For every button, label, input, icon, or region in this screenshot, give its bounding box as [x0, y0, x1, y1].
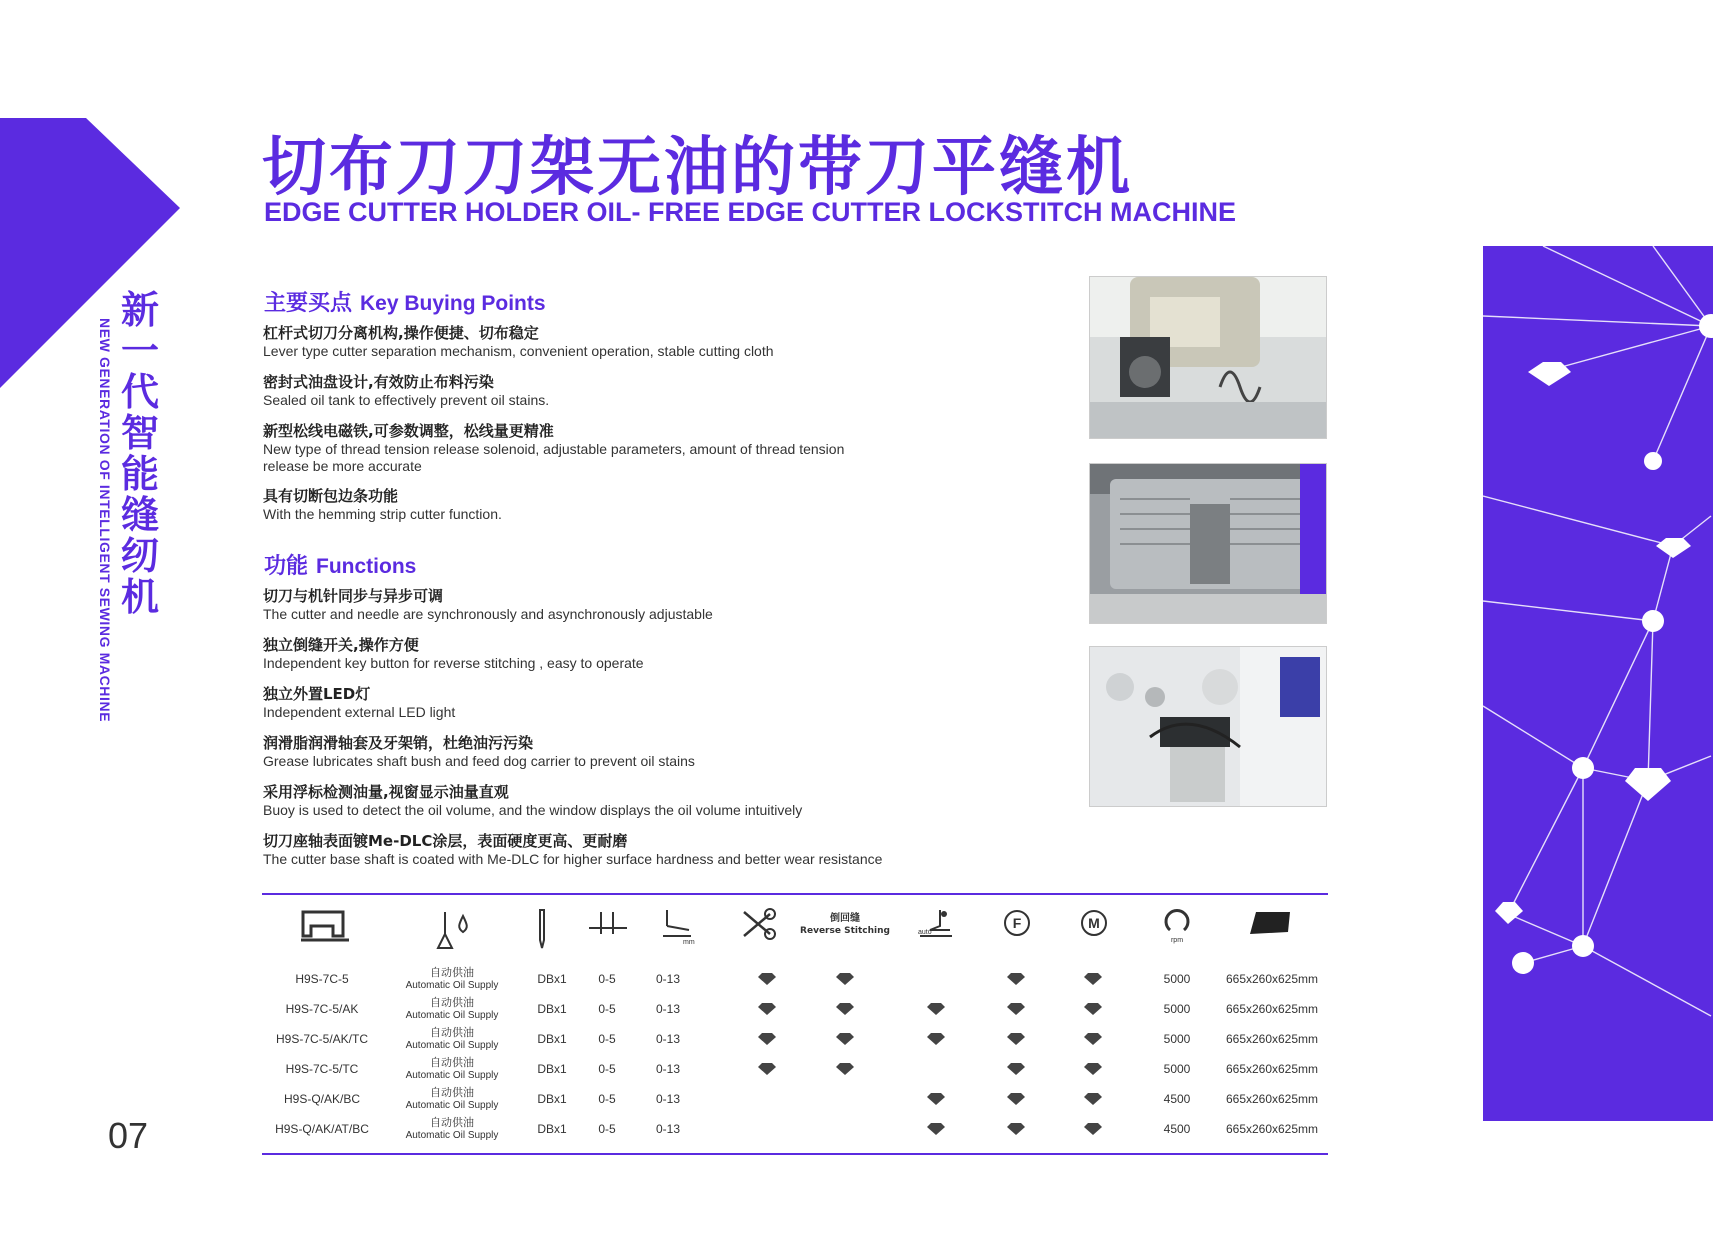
f-gem-icon	[1007, 1093, 1025, 1105]
f-gem-icon	[1007, 1003, 1025, 1015]
needle-cell: DBx1	[537, 1092, 567, 1106]
reverse-gem-icon	[836, 1063, 854, 1075]
model-cell: H9S-7C-5/TC	[285, 1062, 359, 1076]
auto-lift-gem-icon	[927, 1123, 945, 1135]
function-item: 切刀与机针同步与异步可调 The cutter and needle are synchronously and asynchronously adjustable	[263, 587, 713, 622]
size-cell: 665x260x625mm	[1225, 972, 1319, 986]
size-cell: 665x260x625mm	[1225, 1062, 1319, 1076]
svg-text:M: M	[1088, 915, 1100, 931]
f-gem-icon	[1007, 973, 1025, 985]
oil-supply-en: Automatic Oil Supply	[405, 1010, 499, 1021]
product-photo-head	[1089, 646, 1327, 807]
speed-cell: 4500	[1163, 1122, 1191, 1136]
oil-supply-en: Automatic Oil Supply	[405, 1130, 499, 1141]
model-cell: H9S-7C-5	[295, 972, 349, 986]
oil-supply-cn: 自动供油	[430, 1056, 474, 1069]
oil-supply-en: Automatic Oil Supply	[405, 1070, 499, 1081]
table-row	[262, 964, 1328, 994]
buying-point-item: 具有切断包边条功能 With the hemming strip cutter function.	[263, 487, 502, 522]
oil-supply-cn: 自动供油	[430, 996, 474, 1009]
page-title-en: EDGE CUTTER HOLDER OIL- FREE EDGE CUTTER LOCKSTITCH MACHINE	[264, 197, 1236, 227]
model-cell: H9S-7C-5/AK	[285, 1002, 359, 1016]
page-number: 07	[108, 1115, 149, 1156]
product-photo-oil-tank	[1089, 463, 1327, 624]
needle-cell: DBx1	[537, 972, 567, 986]
reverse-gem-icon	[836, 1003, 854, 1015]
auto-lift-gem-icon	[927, 1033, 945, 1045]
side-title-en: NEW GENERATION OF INTELLIGENT SEWING MACHINE	[97, 318, 113, 723]
auto-lift-gem-icon	[927, 1003, 945, 1015]
function-item: 切刀座轴表面镀Me-DLC涂层，表面硬度更高、更耐磨 The cutter base shaft is coated with Me-DLC for higher surface hardness and better wear resistance	[263, 832, 883, 867]
oil-supply-cn: 自动供油	[430, 1086, 474, 1099]
page-title-cn: 切布刀刀架无油的带刀平缝机	[262, 131, 1133, 205]
supply-cell	[382, 996, 522, 1022]
m-gem-icon	[1084, 1063, 1102, 1075]
model-cell: H9S-Q/AK/BC	[283, 1092, 361, 1106]
speed-cell: 5000	[1163, 1002, 1191, 1016]
stitch-cell: 0-5	[598, 1122, 616, 1136]
supply-cell	[382, 1026, 522, 1052]
m-gem-icon	[1084, 1033, 1102, 1045]
lift-cell: 0-13	[655, 1002, 681, 1016]
speed-cell: 5000	[1163, 1062, 1191, 1076]
f-gem-icon	[1007, 1033, 1025, 1045]
size-cell: 665x260x625mm	[1225, 1092, 1319, 1106]
f-gem-icon	[1007, 1123, 1025, 1135]
supply-cell	[382, 1086, 522, 1112]
oil-supply-en: Automatic Oil Supply	[405, 1100, 499, 1111]
presser-lift-icon	[660, 908, 696, 944]
m-gem-icon	[1084, 973, 1102, 985]
svg-text:rpm: rpm	[1170, 937, 1184, 944]
buying-points-heading: 主要买点 Key Buying Points	[264, 291, 546, 316]
size-cell: 665x260x625mm	[1225, 1002, 1319, 1016]
lift-cell: 0-13	[655, 1122, 681, 1136]
table-top-rule	[262, 893, 1328, 895]
auto-lift-gem-icon	[927, 1093, 945, 1105]
function-item: 独立外置LED灯 Independent external LED light	[263, 685, 456, 720]
oil-drop-icon	[430, 908, 480, 952]
function-item: 润滑脂润滑轴套及牙架销，杜绝油污污染 Grease lubricates shaft bush and feed dog carrier to prevent oil stains	[263, 734, 695, 769]
side-title-cn: 新 一 代 智 能 缝 纫 机	[120, 288, 159, 619]
auto-lifter-icon	[916, 908, 956, 944]
buying-point-item: 密封式油盘设计,有效防止布料污染 Sealed oil tank to effectively prevent oil stains.	[263, 373, 550, 408]
supply-cell	[382, 1116, 522, 1142]
oil-supply-cn: 自动供油	[430, 1116, 474, 1129]
stitch-cell: 0-5	[598, 1092, 616, 1106]
stitch-cell: 0-5	[598, 1062, 616, 1076]
needle-cell: DBx1	[537, 1062, 567, 1076]
supply-cell	[382, 966, 522, 992]
m-gem-icon	[1084, 1123, 1102, 1135]
functions-heading: 功能 Functions	[264, 554, 417, 579]
svg-text:mm: mm	[683, 939, 695, 944]
speed-cell: 5000	[1163, 1032, 1191, 1046]
scissors-icon	[738, 908, 778, 940]
table-row	[262, 1054, 1328, 1084]
size-cell: 665x260x625mm	[1225, 1032, 1319, 1046]
oil-supply-cn: 自动供油	[430, 1026, 474, 1039]
oil-supply-en: Automatic Oil Supply	[405, 980, 499, 991]
m-circle-icon	[1077, 908, 1111, 938]
needle-cell: DBx1	[537, 1122, 567, 1136]
table-row	[262, 1024, 1328, 1054]
svg-text:auto: auto	[918, 929, 932, 936]
stitch-length-icon	[588, 908, 628, 936]
stitch-cell: 0-5	[598, 1032, 616, 1046]
table-row	[262, 1114, 1328, 1144]
speed-cell: 5000	[1163, 972, 1191, 986]
constellation-decoration	[1483, 246, 1713, 1121]
f-gem-icon	[1007, 1063, 1025, 1075]
m-gem-icon	[1084, 1093, 1102, 1105]
function-item: 采用浮标检测油量,视窗显示油量直观 Buoy is used to detect the oil volume, and the window displays the oil volume intuitively	[263, 783, 803, 818]
reverse-gem-icon	[836, 973, 854, 985]
m-gem-icon	[1084, 1003, 1102, 1015]
buying-point-item: 新型松线电磁铁,可参数调整，松线量更精准 New type of thread tension release solenoid, adjustable parameters, amount of thread tension release be more accurate	[263, 422, 845, 474]
lift-cell: 0-13	[655, 1092, 681, 1106]
lift-cell: 0-13	[655, 972, 681, 986]
supply-cell	[382, 1056, 522, 1082]
cutter-gem-icon	[758, 1003, 776, 1015]
stitch-cell: 0-5	[598, 972, 616, 986]
product-photo-cutter	[1089, 276, 1327, 439]
needle-cell: DBx1	[537, 1002, 567, 1016]
lift-cell: 0-13	[655, 1062, 681, 1076]
size-cell: 665x260x625mm	[1225, 1122, 1319, 1136]
f-circle-icon	[1000, 908, 1034, 938]
table-row	[262, 994, 1328, 1024]
needle-icon	[530, 908, 554, 950]
cutter-gem-icon	[758, 1063, 776, 1075]
function-item: 独立倒缝开关,操作方便 Independent key button for reverse stitching , easy to operate	[263, 636, 644, 671]
table-row	[262, 1084, 1328, 1114]
model-cell: H9S-Q/AK/AT/BC	[275, 1122, 369, 1136]
model-cell: H9S-7C-5/AK/TC	[275, 1032, 369, 1046]
buying-point-item: 杠杆式切刀分离机构,操作便捷、切布稳定 Lever type cutter separation mechanism, convenient operation, stable cutting cloth	[263, 324, 774, 359]
cutter-gem-icon	[758, 1033, 776, 1045]
speed-cell: 4500	[1163, 1092, 1191, 1106]
oil-supply-en: Automatic Oil Supply	[405, 1040, 499, 1051]
table-bottom-rule	[262, 1153, 1328, 1155]
sewing-machine-icon	[298, 908, 352, 944]
needle-cell: DBx1	[537, 1032, 567, 1046]
speed-rpm-icon	[1160, 908, 1194, 944]
stitch-cell: 0-5	[598, 1002, 616, 1016]
oil-supply-cn: 自动供油	[430, 966, 474, 979]
cutter-gem-icon	[758, 973, 776, 985]
svg-text:F: F	[1012, 915, 1022, 931]
reverse-gem-icon	[836, 1033, 854, 1045]
lift-cell: 0-13	[655, 1032, 681, 1046]
package-box-icon	[1248, 908, 1292, 938]
reverse-stitching-header: 倒回缝 Reverse Stitching	[800, 913, 890, 936]
